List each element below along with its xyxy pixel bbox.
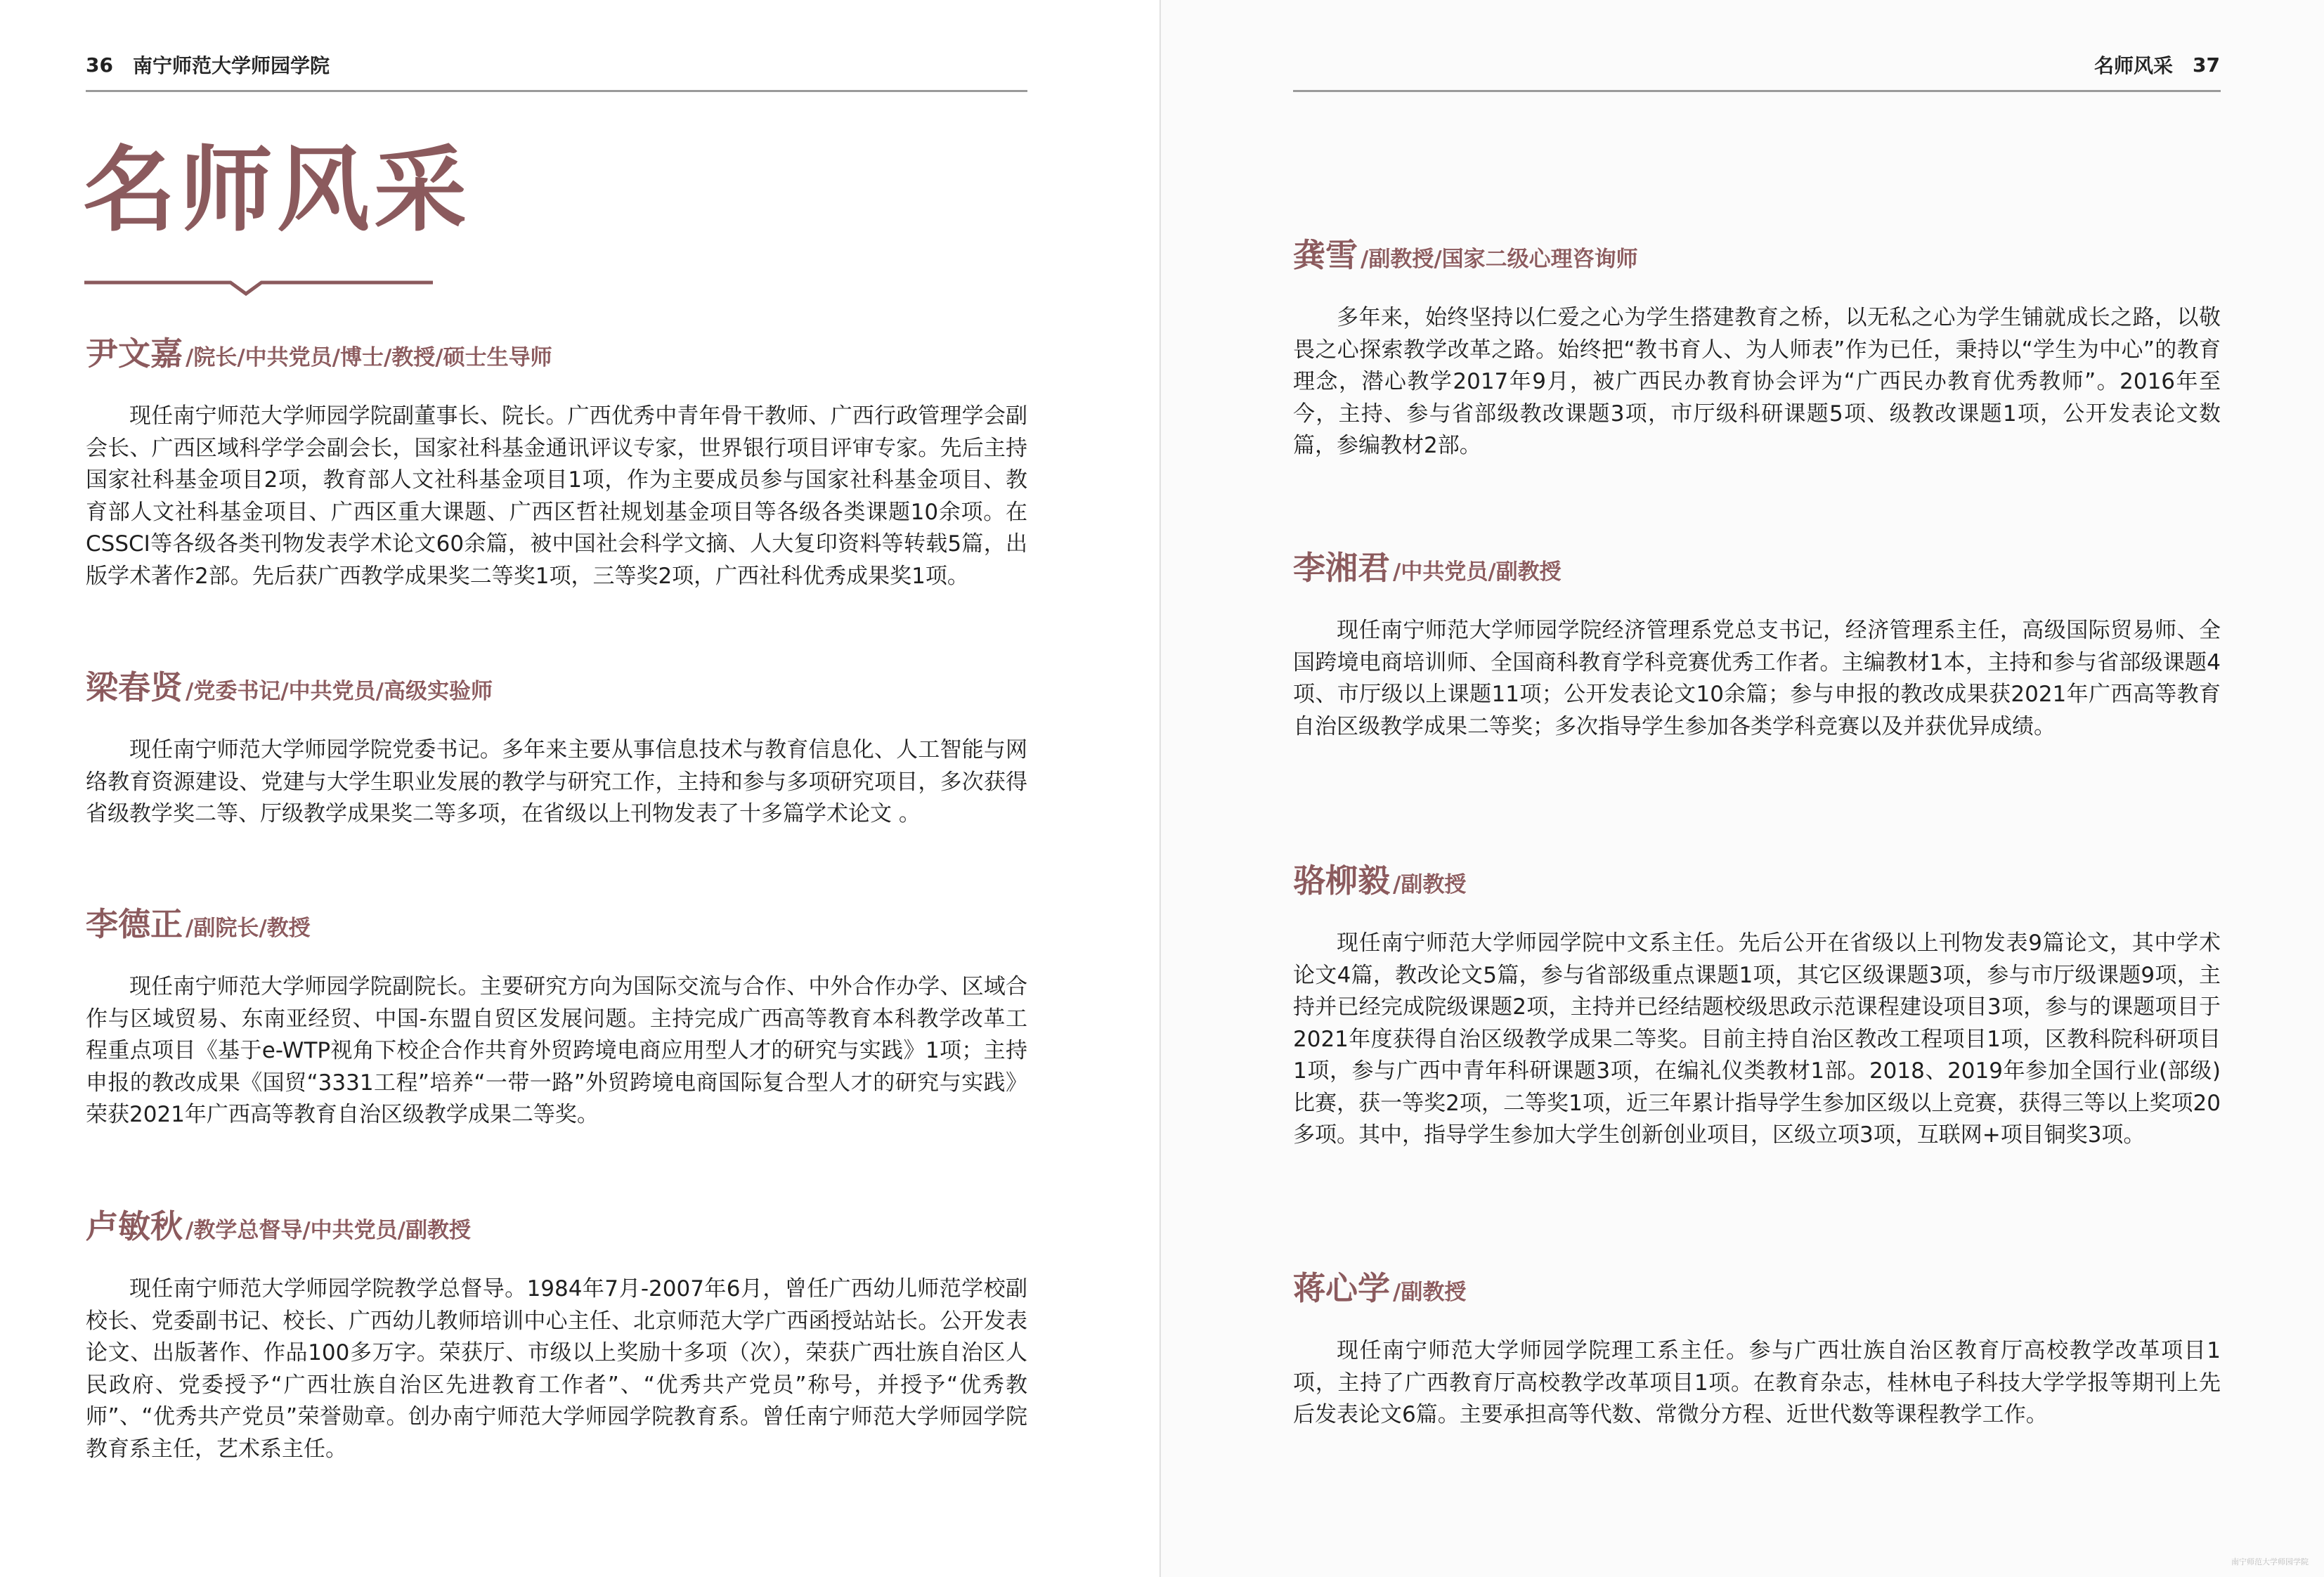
profile-heading: [86, 905, 1027, 943]
left-page: [0, 0, 1161, 1577]
profile-name: 李湘君: [1293, 549, 1390, 587]
profile-liang-chunxian: [86, 668, 1027, 852]
title-underline-decoration: [83, 274, 434, 302]
section-title: 名师风采: [83, 136, 471, 245]
profile-li-dezheng: [86, 905, 1027, 1153]
profile-yin-wenjia: [86, 337, 1027, 614]
profile-luo-liuyi: [1293, 864, 2221, 1174]
page-number: 37: [2193, 53, 2220, 77]
profile-name: 骆柳毅: [1293, 862, 1390, 900]
profile-heading: [86, 668, 1027, 706]
profile-li-xiangjun: [1293, 549, 2221, 765]
profile-heading: [1293, 549, 2221, 587]
header-rule: [1293, 90, 2221, 92]
profile-name: 蒋心学: [1293, 1269, 1390, 1307]
profile-titles: /党委书记/中共党员/高级实验师: [186, 679, 493, 704]
profile-heading: [1293, 236, 2221, 274]
running-title: 南宁师范大学师园学院: [132, 54, 330, 77]
profile-titles: /副教授: [1393, 1280, 1467, 1305]
footnote: 南宁师范大学师园学院: [2231, 1557, 2309, 1566]
profile-bio: 现任南宁师范大学师园学院党委书记。多年来主要从事信息技术与教育信息化、人工智能与网络教育资源建设、党建与大学生职业发展的教学与研究工作，主持和参与多项研究项目，多次获得省级教学奖二等、厅级教学成果奖二等多项，在省级以上刊物发表了十多篇学术论文 。: [86, 737, 1027, 826]
profile-heading: [86, 337, 1027, 370]
profile-jiang-xinxue: [1293, 1269, 2221, 1453]
profile-bio: 多年来，始终坚持以仁爱之心为学生搭建教育之桥，以无私之心为学生铺就成长之路，以敬畏之心探索教学改革之路。始终把“教书育人、为人师表”作为已任，秉持以“学生为中心”的教育理念，潜心教学2017年9月，被广西民办教育协会评为“广西民办教育优秀教师”。2016年至今，主持、参与省部级教改课题3项，市厅级科研课题5项、级教改课题1项，公开发表论文数篇，参编教材2部。: [1293, 305, 2221, 458]
profile-lu-minqiu: [86, 1207, 1027, 1487]
profile-titles: /副教授: [1393, 872, 1467, 897]
profile-bio: 现任南宁师范大学师园学院理工系主任。参与广西壮族自治区教育厅高校教学改革项目1项，主持了广西教育厅高校教学改革项目1项。在教育杂志，桂林电子科技大学学报等期刊上先后发表论文6篇。主要承担高等代数、常微分方程、近世代数等课程教学工作。: [1293, 1338, 2221, 1427]
running-title: 名师风采: [2094, 54, 2174, 77]
profile-titles: /副教授/国家二级心理咨询师: [1361, 247, 1638, 272]
profile-titles: /教学总督导/中共党员/副教授: [186, 1218, 471, 1243]
profile-titles: /中共党员/副教授: [1393, 559, 1562, 585]
profile-titles: /副院长/教授: [186, 916, 311, 941]
right-page: [1161, 0, 2324, 1577]
profile-bio: 现任南宁师范大学师园学院中文系主任。先后公开在省级以上刊物发表9篇论文，其中学术论文4篇，教改论文5篇，参与省部级重点课题1项，其它区级课题3项，参与市厅级课题9项，主持并已经完成院级课题2项，主持并已经结题校级思政示范课程建设项目3项，参与的课题项目于2021年度获得自治区级教学成果二等奖。目前主持自治区教改工程项目1项，区教科院科研项目1项，参与广西中青年科研课题3项，在编礼仪类教材1部。2018、2019年参加全国行业(部级)比赛，获一等奖2项，二等奖1项，近三年累计指导学生参加区级以上竞赛，获得三等以上奖项20多项。其中，指导学生参加大学生创新创业项目，区级立项3项，互联网+项目铜奖3项。: [1293, 930, 2221, 1148]
right-page-header: [2094, 51, 2220, 79]
profile-name: 李德正: [86, 905, 183, 943]
profile-name: 尹文嘉: [86, 335, 183, 372]
profile-gong-xue: [1293, 236, 2221, 484]
profile-titles: /院长/中共党员/博士/教授/硕士生导师: [186, 345, 552, 370]
left-page-header: [86, 51, 330, 79]
profile-heading: [86, 1207, 1027, 1245]
page-number: 36: [86, 53, 113, 77]
profile-name: 梁春贤: [86, 668, 183, 706]
profile-heading: [1293, 1269, 2221, 1307]
profile-bio: 现任南宁师范大学师园学院教学总督导。1984年7月-2007年6月，曾任广西幼儿师范学校副校长、党委副书记、校长、广西幼儿教师培训中心主任、北京师范大学广西函授站站长。公开发表论文、出版著作、作品100多万字。荣获厅、市级以上奖励十多项（次），荣获广西壮族自治区人民政府、党委授予“广西壮族自治区先进教育工作者”、“优秀共产党员”称号，并授予“优秀教师”、“优秀共产党员”荣誉勋章。创办南宁师范大学师园学院教育系。曾任南宁师范大学师园学院教育系主任，艺术系主任。: [86, 1276, 1027, 1462]
profile-name: 卢敏秋: [86, 1207, 183, 1245]
profile-name: 龚雪: [1293, 236, 1358, 274]
profile-bio: 现任南宁师范大学师园学院副院长。主要研究方向为国际交流与合作、中外合作办学、区域合作与区域贸易、东南亚经贸、中国-东盟自贸区发展问题。主持完成广西高等教育本科教学改革工程重点项目《基于e-WTP视角下校企合作共育外贸跨境电商应用型人才的研究与实践》1项；主持申报的教改成果《国贸“3331工程”培养“一带一路”外贸跨境电商国际复合型人才的研究与实践》荣获2021年广西高等教育自治区级教学成果二等奖。: [86, 974, 1027, 1127]
profile-heading: [1293, 862, 2221, 900]
profile-bio: 现任南宁师范大学师园学院副董事长、院长。广西优秀中青年骨干教师、广西行政管理学会副会长、广西区域科学学会副会长，国家社科基金通讯评议专家，世界银行项目评审专家。先后主持国家社科基金项目2项，教育部人文社科基金项目1项，作为主要成员参与国家社科基金项目、教育部人文社科基金项目、广西区重大课题、广西区哲社规划基金项目等各级各类课题10余项。在CSSCI等各级各类刊物发表学术论文60余篇，被中国社会科学文摘、人大复印资料等转载5篇，出版学术著作2部。先后获广西教学成果奖二等奖1项，三等奖2项，广西社科优秀成果奖1项。: [86, 403, 1027, 589]
header-rule: [86, 90, 1027, 92]
profile-bio: 现任南宁师范大学师园学院经济管理系党总支书记，经济管理系主任，高级国际贸易师、全国跨境电商培训师、全国商科教育学科竞赛优秀工作者。主编教材1本，主持和参与省部级课题4项、市厅级以上课题11项；公开发表论文10余篇；参与申报的教改成果获2021年广西高等教育自治区级教学成果二等奖；多次指导学生参加各类学科竞赛以及并获优异成绩。: [1293, 618, 2221, 739]
